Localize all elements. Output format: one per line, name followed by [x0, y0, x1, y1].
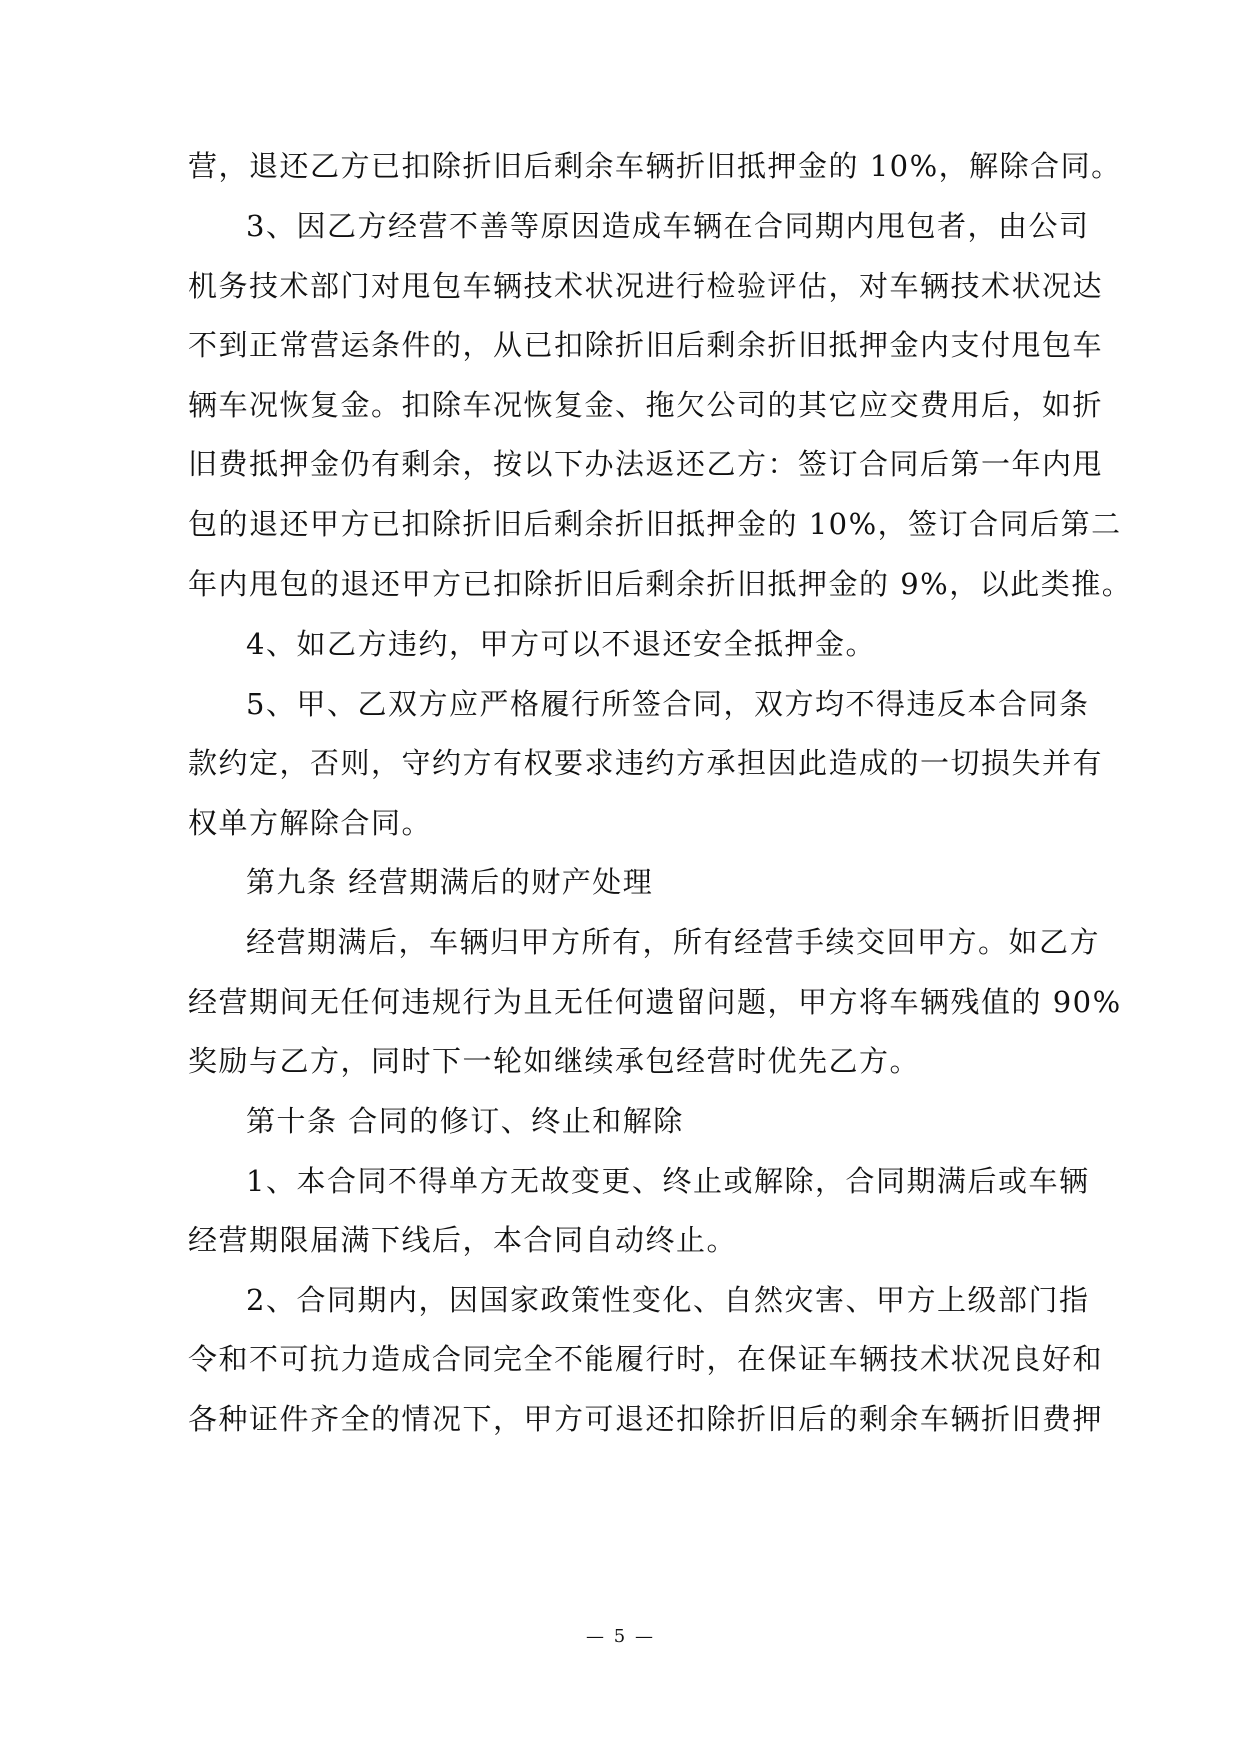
text-line: 不到正常营运条件的，从已扣除折旧后剩余折旧抵押金内支付甩包车	[188, 328, 1104, 362]
text-line: 4、如乙方违约，甲方可以不退还安全抵押金。	[246, 627, 876, 661]
text-line: 奖励与乙方，同时下一轮如继续承包经营时优先乙方。	[188, 1044, 921, 1078]
text-line: 机务技术部门对甩包车辆技术状况进行检验评估，对车辆技术状况达	[188, 269, 1104, 303]
text-line: 营，退还乙方已扣除折旧后剩余车辆折旧抵押金的 10%，解除合同。	[188, 149, 1122, 183]
text-line: 辆车况恢复金。扣除车况恢复金、拖欠公司的其它应交费用后，如折	[188, 388, 1104, 422]
text-line: 经营期满后，车辆归甲方所有，所有经营手续交回甲方。如乙方	[246, 925, 1101, 959]
text-line: 3、因乙方经营不善等原因造成车辆在合同期内甩包者，由公司	[246, 209, 1090, 243]
text-line: 1、本合同不得单方无故变更、终止或解除，合同期满后或车辆	[246, 1164, 1090, 1198]
text-line: 包的退还甲方已扣除折旧后剩余折旧抵押金的 10%，签订合同后第二	[188, 507, 1122, 541]
section-heading: 第九条 经营期满后的财产处理	[246, 865, 654, 899]
text-line: 旧费抵押金仍有剩余，按以下办法返还乙方：签订合同后第一年内甩	[188, 447, 1104, 481]
text-line: 5、甲、乙双方应严格履行所签合同，双方均不得违反本合同条	[246, 687, 1090, 721]
text-line: 权单方解除合同。	[188, 806, 433, 840]
text-line: 经营期限届满下线后，本合同自动终止。	[188, 1223, 738, 1257]
text-line: 各种证件齐全的情况下，甲方可退还扣除折旧后的剩余车辆折旧费押	[188, 1402, 1104, 1436]
text-line: 款约定，否则，守约方有权要求违约方承担因此造成的一切损失并有	[188, 746, 1104, 780]
text-line: 经营期间无任何违规行为且无任何遗留问题，甲方将车辆残值的 90%	[188, 985, 1122, 1019]
text-line: 2、合同期内，因国家政策性变化、自然灾害、甲方上级部门指	[246, 1283, 1090, 1317]
text-line: 令和不可抗力造成合同完全不能履行时，在保证车辆技术状况良好和	[188, 1342, 1104, 1376]
page-number: — 5 —	[586, 1626, 655, 1647]
text-line: 年内甩包的退还甲方已扣除折旧后剩余折旧抵押金的 9%，以此类推。	[188, 567, 1133, 601]
section-heading: 第十条 合同的修订、终止和解除	[246, 1104, 684, 1138]
